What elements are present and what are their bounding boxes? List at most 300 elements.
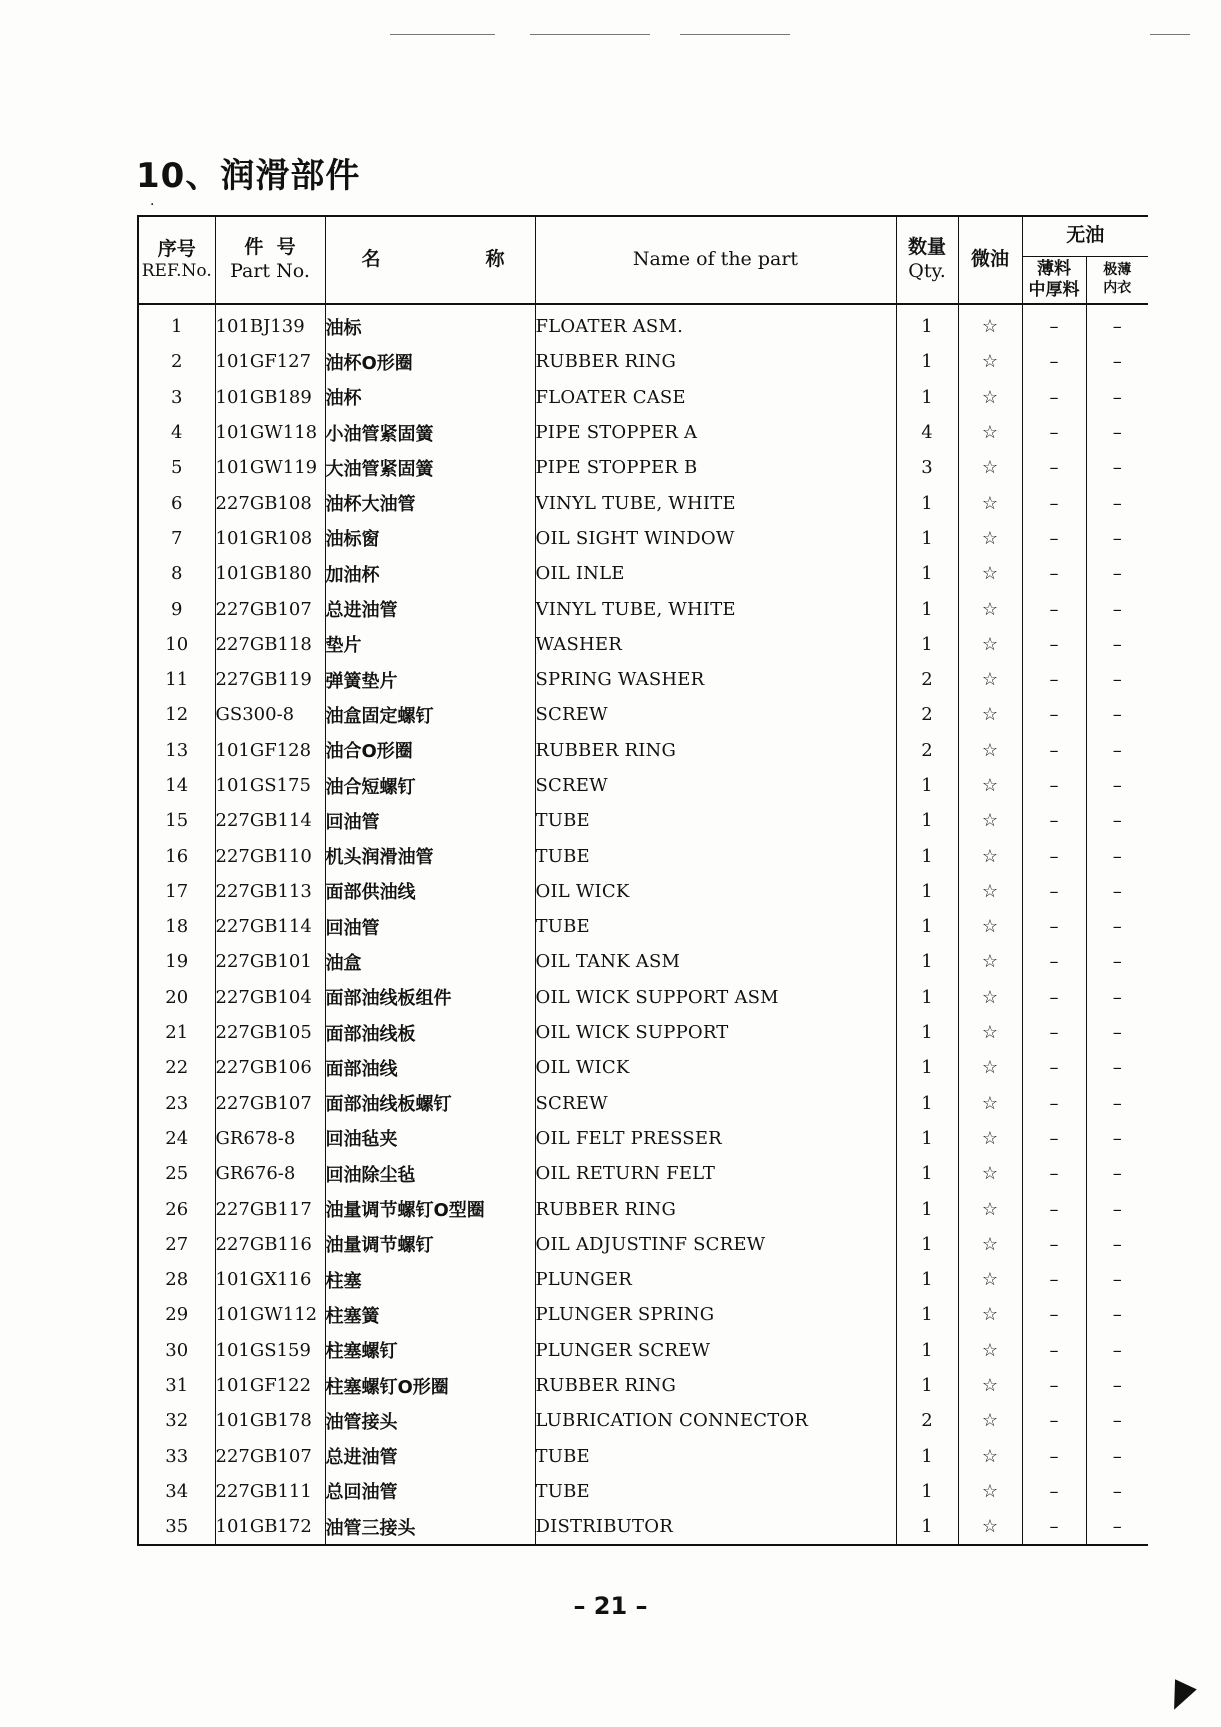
part-number-cell: 101GW112 xyxy=(215,1297,325,1332)
part-number-cell: 101GB189 xyxy=(215,380,325,415)
no-oil-extra-cell: – xyxy=(1112,880,1122,902)
no-oil-extra-cell: – xyxy=(1112,386,1122,408)
micro-oil-star: ☆ xyxy=(958,1050,1022,1085)
header-no-oil: 无油 xyxy=(1022,216,1148,256)
no-oil-thin-cell: – xyxy=(1022,1262,1086,1297)
name-cn-cell: 总进油管 xyxy=(325,591,535,626)
no-oil-extra-cell: – xyxy=(1112,739,1122,761)
qty-cell: 1 xyxy=(896,1050,958,1085)
micro-oil-star: ☆ xyxy=(958,1368,1022,1403)
no-oil-extra-cell: – xyxy=(1112,1057,1122,1079)
no-oil-extra-cell: – xyxy=(1112,916,1122,938)
micro-oil-star: ☆ xyxy=(958,1262,1022,1297)
no-oil-extra-cell: – xyxy=(1112,1339,1122,1361)
micro-oil-star: ☆ xyxy=(958,1403,1022,1438)
no-oil-extra-cell: – xyxy=(1112,1233,1122,1255)
no-oil-thin-cell: – xyxy=(1022,1333,1086,1368)
qty-cell: 1 xyxy=(896,838,958,873)
name-cn-cell: 油标窗 xyxy=(325,521,535,556)
micro-oil-star: ☆ xyxy=(958,838,1022,873)
name-en-cell: LUBRICATION CONNECTOR xyxy=(535,1403,896,1438)
no-oil-thin-cell: – xyxy=(1022,944,1086,979)
ref-cell: 29 xyxy=(138,1297,215,1332)
no-oil-extra-cell: – xyxy=(1112,492,1122,514)
part-number-cell: 101GS175 xyxy=(215,768,325,803)
no-oil-thin-cell: – xyxy=(1022,450,1086,485)
no-oil-extra-cell: – xyxy=(1112,1163,1122,1185)
table-row xyxy=(138,1121,1148,1156)
name-cn-cell: 油管三接头 xyxy=(325,1509,535,1545)
part-number-cell: 101GX116 xyxy=(215,1262,325,1297)
micro-oil-star: ☆ xyxy=(958,380,1022,415)
header-ref-cn: 序号 xyxy=(157,237,196,260)
part-number-cell: 227GB104 xyxy=(215,980,325,1015)
part-number-cell: 227GB106 xyxy=(215,1050,325,1085)
micro-oil-star: ☆ xyxy=(958,662,1022,697)
no-oil-extra-cell: – xyxy=(1112,1022,1122,1044)
no-oil-thin-cell: – xyxy=(1022,556,1086,591)
name-cn-cell: 垫片 xyxy=(325,627,535,662)
table-row xyxy=(138,733,1148,768)
ref-cell: 30 xyxy=(138,1333,215,1368)
part-number-cell: 227GB119 xyxy=(215,662,325,697)
no-oil-thin-cell: – xyxy=(1022,733,1086,768)
name-cn-cell: 回油管 xyxy=(325,909,535,944)
micro-oil-star: ☆ xyxy=(958,556,1022,591)
name-cn-cell: 油盒 xyxy=(325,944,535,979)
ref-cell: 24 xyxy=(138,1121,215,1156)
ref-cell: 15 xyxy=(138,803,215,838)
ref-cell: 34 xyxy=(138,1474,215,1509)
micro-oil-star: ☆ xyxy=(958,803,1022,838)
ref-cell: 31 xyxy=(138,1368,215,1403)
no-oil-extra-cell: – xyxy=(1112,457,1122,479)
qty-cell: 1 xyxy=(896,1439,958,1474)
header-ref-en: REF.No. xyxy=(141,261,212,282)
name-cn-cell: 柱塞簧 xyxy=(325,1297,535,1332)
header-name-cn xyxy=(325,216,535,304)
name-en-cell: OIL ADJUSTINF SCREW xyxy=(535,1227,896,1262)
name-en-cell: RUBBER RING xyxy=(535,344,896,379)
no-oil-thin-cell: – xyxy=(1022,521,1086,556)
parts-table xyxy=(137,215,1148,1546)
no-oil-extra-cell: – xyxy=(1112,810,1122,832)
ref-cell: 7 xyxy=(138,521,215,556)
name-cn-cell: 总回油管 xyxy=(325,1474,535,1509)
ref-cell: 2 xyxy=(138,344,215,379)
name-cn-cell: 回油管 xyxy=(325,803,535,838)
part-number-cell: 227GB105 xyxy=(215,1015,325,1050)
no-oil-extra-cell: – xyxy=(1112,316,1122,338)
table-row xyxy=(138,838,1148,873)
part-number-cell: 101BJ139 xyxy=(215,304,325,344)
ref-cell: 22 xyxy=(138,1050,215,1085)
name-en-cell: PLUNGER SCREW xyxy=(535,1333,896,1368)
table-row xyxy=(138,1227,1148,1262)
no-oil-thin-cell: – xyxy=(1022,1509,1086,1545)
no-oil-thin-cell: – xyxy=(1022,1050,1086,1085)
qty-cell: 1 xyxy=(896,1297,958,1332)
name-en-cell: RUBBER RING xyxy=(535,1368,896,1403)
table-row xyxy=(138,980,1148,1015)
table-row xyxy=(138,1439,1148,1474)
micro-oil-star: ☆ xyxy=(958,415,1022,450)
part-number-cell: 101GR108 xyxy=(215,521,325,556)
no-oil-thin-cell: – xyxy=(1022,697,1086,732)
qty-cell: 2 xyxy=(896,1403,958,1438)
no-oil-thin-cell: – xyxy=(1022,1015,1086,1050)
name-cn-cell: 面部油线板组件 xyxy=(325,980,535,1015)
header-part-cn: 件 号 xyxy=(244,236,296,259)
table-row xyxy=(138,1015,1148,1050)
ref-cell: 19 xyxy=(138,944,215,979)
qty-cell: 1 xyxy=(896,521,958,556)
table-row xyxy=(138,1368,1148,1403)
qty-cell: 1 xyxy=(896,1227,958,1262)
table-row xyxy=(138,627,1148,662)
name-cn-cell: 油合O形圈 xyxy=(325,733,535,768)
qty-cell: 2 xyxy=(896,733,958,768)
part-number-cell: 227GB114 xyxy=(215,803,325,838)
no-oil-extra-cell: – xyxy=(1112,1269,1122,1291)
qty-cell: 1 xyxy=(896,1156,958,1191)
micro-oil-star: ☆ xyxy=(958,1474,1022,1509)
ref-cell: 23 xyxy=(138,1086,215,1121)
name-cn-cell: 弹簧垫片 xyxy=(325,662,535,697)
name-en-cell: TUBE xyxy=(535,803,896,838)
name-en-cell: PLUNGER SPRING xyxy=(535,1297,896,1332)
no-oil-thin-cell: – xyxy=(1022,591,1086,626)
micro-oil-star: ☆ xyxy=(958,1191,1022,1226)
qty-cell: 1 xyxy=(896,591,958,626)
no-oil-extra-cell: – xyxy=(1112,1092,1122,1114)
ref-cell: 32 xyxy=(138,1403,215,1438)
part-number-cell: 227GB101 xyxy=(215,944,325,979)
part-number-cell: 101GB180 xyxy=(215,556,325,591)
header-underwear: 内衣 xyxy=(1103,279,1132,296)
header-qty-en: Qty. xyxy=(908,260,946,282)
name-cn-cell: 油杯 xyxy=(325,380,535,415)
part-number-cell: 227GB113 xyxy=(215,874,325,909)
header-name-en: Name of the part xyxy=(535,216,896,304)
no-oil-extra-cell: – xyxy=(1112,986,1122,1008)
micro-oil-star: ☆ xyxy=(958,1439,1022,1474)
name-cn-cell: 加油杯 xyxy=(325,556,535,591)
name-en-cell: TUBE xyxy=(535,1474,896,1509)
no-oil-extra-cell: – xyxy=(1112,1375,1122,1397)
no-oil-thin-cell: – xyxy=(1022,1297,1086,1332)
part-number-cell: GS300-8 xyxy=(215,697,325,732)
table-row xyxy=(138,662,1148,697)
name-en-cell: VINYL TUBE, WHITE xyxy=(535,591,896,626)
name-en-cell: VINYL TUBE, WHITE xyxy=(535,485,896,520)
qty-cell: 1 xyxy=(896,1509,958,1545)
no-oil-extra-cell: – xyxy=(1112,633,1122,655)
table-row xyxy=(138,1191,1148,1226)
table-row xyxy=(138,1333,1148,1368)
section-title: 10、润滑部件 xyxy=(136,156,361,196)
name-cn-cell: 小油管紧固簧 xyxy=(325,415,535,450)
no-oil-thin-cell: – xyxy=(1022,662,1086,697)
table-row xyxy=(138,874,1148,909)
name-cn-cell: 油盒固定螺钉 xyxy=(325,697,535,732)
part-number-cell: 227GB111 xyxy=(215,1474,325,1509)
no-oil-extra-cell: – xyxy=(1112,598,1122,620)
name-cn-cell: 柱塞螺钉O形圈 xyxy=(325,1368,535,1403)
micro-oil-star: ☆ xyxy=(958,697,1022,732)
name-cn-cell: 柱塞螺钉 xyxy=(325,1333,535,1368)
no-oil-thin-cell: – xyxy=(1022,415,1086,450)
micro-oil-star: ☆ xyxy=(958,980,1022,1015)
no-oil-extra-cell: – xyxy=(1112,1127,1122,1149)
name-en-cell: FLOATER CASE xyxy=(535,380,896,415)
no-oil-thin-cell: – xyxy=(1022,1439,1086,1474)
micro-oil-star: ☆ xyxy=(958,485,1022,520)
micro-oil-star: ☆ xyxy=(958,1015,1022,1050)
name-cn-cell: 油杯O形圈 xyxy=(325,344,535,379)
header-part-en: Part No. xyxy=(230,260,310,282)
no-oil-extra-cell: – xyxy=(1112,775,1122,796)
header-part xyxy=(215,216,325,304)
table-row xyxy=(138,697,1148,732)
table-row xyxy=(138,380,1148,415)
no-oil-thin-cell: – xyxy=(1022,874,1086,909)
qty-cell: 1 xyxy=(896,485,958,520)
table-row xyxy=(138,1403,1148,1438)
no-oil-thin-cell: – xyxy=(1022,1156,1086,1191)
qty-cell: 1 xyxy=(896,1333,958,1368)
no-oil-thin-cell: – xyxy=(1022,1227,1086,1262)
qty-cell: 1 xyxy=(896,1015,958,1050)
part-number-cell: 101GW119 xyxy=(215,450,325,485)
qty-cell: 1 xyxy=(896,1474,958,1509)
name-en-cell: OIL SIGHT WINDOW xyxy=(535,521,896,556)
part-number-cell: 101GW118 xyxy=(215,415,325,450)
micro-oil-star: ☆ xyxy=(958,1509,1022,1545)
name-en-cell: TUBE xyxy=(535,838,896,873)
ref-cell: 20 xyxy=(138,980,215,1015)
name-cn-cell: 大油管紧固簧 xyxy=(325,450,535,485)
micro-oil-star: ☆ xyxy=(958,944,1022,979)
qty-cell: 1 xyxy=(896,1368,958,1403)
no-oil-thin-cell: – xyxy=(1022,1086,1086,1121)
ref-cell: 25 xyxy=(138,1156,215,1191)
micro-oil-star: ☆ xyxy=(958,1086,1022,1121)
name-en-cell: WASHER xyxy=(535,627,896,662)
table-row xyxy=(138,944,1148,979)
header-name-cn-1: 名 xyxy=(361,248,381,271)
name-cn-cell: 面部油线 xyxy=(325,1050,535,1085)
name-en-cell: OIL FELT PRESSER xyxy=(535,1121,896,1156)
no-oil-extra-cell: – xyxy=(1112,1516,1122,1538)
part-number-cell: 101GB172 xyxy=(215,1509,325,1545)
scan-mark: · xyxy=(150,197,155,213)
micro-oil-star: ☆ xyxy=(958,1297,1022,1332)
part-number-cell: 227GB107 xyxy=(215,1439,325,1474)
name-en-cell: OIL WICK xyxy=(535,1050,896,1085)
name-en-cell: OIL WICK SUPPORT xyxy=(535,1015,896,1050)
name-cn-cell: 机头润滑油管 xyxy=(325,838,535,873)
header-thin-medium xyxy=(1022,256,1086,304)
name-en-cell: SCREW xyxy=(535,697,896,732)
no-oil-thin-cell: – xyxy=(1022,909,1086,944)
table-row xyxy=(138,591,1148,626)
name-en-cell: DISTRIBUTOR xyxy=(535,1509,896,1545)
qty-cell: 1 xyxy=(896,1086,958,1121)
qty-cell: 3 xyxy=(896,450,958,485)
table-row xyxy=(138,1050,1148,1085)
name-en-cell: PIPE STOPPER A xyxy=(535,415,896,450)
no-oil-extra-cell: – xyxy=(1112,422,1122,444)
name-cn-cell: 回油毡夹 xyxy=(325,1121,535,1156)
header-extra xyxy=(1086,256,1148,304)
micro-oil-star: ☆ xyxy=(958,1156,1022,1191)
table-row xyxy=(138,556,1148,591)
name-en-cell: RUBBER RING xyxy=(535,733,896,768)
name-cn-cell: 油标 xyxy=(325,304,535,344)
name-cn-cell: 油量调节螺钉 xyxy=(325,1227,535,1262)
ref-cell: 9 xyxy=(138,591,215,626)
part-number-cell: GR678-8 xyxy=(215,1121,325,1156)
name-cn-cell: 回油除尘毡 xyxy=(325,1156,535,1191)
ref-cell: 16 xyxy=(138,838,215,873)
ref-cell: 35 xyxy=(138,1509,215,1545)
qty-cell: 1 xyxy=(896,1121,958,1156)
ref-cell: 12 xyxy=(138,697,215,732)
name-en-cell: OIL INLE xyxy=(535,556,896,591)
table-row xyxy=(138,1262,1148,1297)
name-cn-cell: 油量调节螺钉O型圈 xyxy=(325,1191,535,1226)
no-oil-extra-cell: – xyxy=(1112,563,1122,585)
micro-oil-star: ☆ xyxy=(958,1227,1022,1262)
no-oil-thin-cell: – xyxy=(1022,1368,1086,1403)
micro-oil-star: ☆ xyxy=(958,733,1022,768)
no-oil-thin-cell: – xyxy=(1022,627,1086,662)
no-oil-extra-cell: – xyxy=(1112,669,1122,691)
table-row xyxy=(138,909,1148,944)
no-oil-thin-cell: – xyxy=(1022,485,1086,520)
ref-cell: 18 xyxy=(138,909,215,944)
ref-cell: 1 xyxy=(138,304,215,344)
table-row xyxy=(138,485,1148,520)
qty-cell: 2 xyxy=(896,697,958,732)
ref-cell: 11 xyxy=(138,662,215,697)
ref-cell: 28 xyxy=(138,1262,215,1297)
ref-cell: 13 xyxy=(138,733,215,768)
name-cn-cell: 油合短螺钉 xyxy=(325,768,535,803)
part-number-cell: 227GB117 xyxy=(215,1191,325,1226)
name-en-cell: TUBE xyxy=(535,1439,896,1474)
name-en-cell: SCREW xyxy=(535,768,896,803)
name-en-cell: TUBE xyxy=(535,909,896,944)
no-oil-thin-cell: – xyxy=(1022,1191,1086,1226)
no-oil-extra-cell: – xyxy=(1112,1304,1122,1326)
table-row xyxy=(138,344,1148,379)
table-row xyxy=(138,1509,1148,1545)
name-cn-cell: 油管接头 xyxy=(325,1403,535,1438)
micro-oil-star: ☆ xyxy=(958,521,1022,556)
ref-cell: 17 xyxy=(138,874,215,909)
table-row xyxy=(138,450,1148,485)
no-oil-extra-cell: – xyxy=(1112,1480,1122,1502)
no-oil-extra-cell: – xyxy=(1112,527,1122,549)
part-number-cell: 101GF128 xyxy=(215,733,325,768)
no-oil-extra-cell: – xyxy=(1112,1410,1122,1432)
name-en-cell: OIL WICK xyxy=(535,874,896,909)
ref-cell: 14 xyxy=(138,768,215,803)
page-number: – 21 – xyxy=(573,1592,648,1620)
part-number-cell: 227GB114 xyxy=(215,909,325,944)
corner-mark xyxy=(1163,1679,1197,1715)
table-row xyxy=(138,768,1148,803)
qty-cell: 1 xyxy=(896,304,958,344)
ref-cell: 3 xyxy=(138,380,215,415)
qty-cell: 1 xyxy=(896,1191,958,1226)
qty-cell: 1 xyxy=(896,768,958,803)
table-row xyxy=(138,304,1148,344)
ref-cell: 21 xyxy=(138,1015,215,1050)
no-oil-thin-cell: – xyxy=(1022,304,1086,344)
table-row xyxy=(138,1297,1148,1332)
table-row xyxy=(138,803,1148,838)
table-header xyxy=(138,216,1148,304)
micro-oil-star: ☆ xyxy=(958,909,1022,944)
table-body xyxy=(138,304,1148,1545)
qty-cell: 1 xyxy=(896,944,958,979)
table-row xyxy=(138,1474,1148,1509)
no-oil-thin-cell: – xyxy=(1022,980,1086,1015)
table-row xyxy=(138,1086,1148,1121)
ref-cell: 10 xyxy=(138,627,215,662)
no-oil-extra-cell: – xyxy=(1112,1198,1122,1220)
name-en-cell: SCREW xyxy=(535,1086,896,1121)
qty-cell: 1 xyxy=(896,874,958,909)
micro-oil-star: ☆ xyxy=(958,627,1022,662)
header-extra-thin: 极薄 xyxy=(1103,262,1132,279)
part-number-cell: 227GB118 xyxy=(215,627,325,662)
part-number-cell: 227GB116 xyxy=(215,1227,325,1262)
micro-oil-star: ☆ xyxy=(958,304,1022,344)
no-oil-extra-cell: – xyxy=(1112,845,1122,867)
qty-cell: 1 xyxy=(896,627,958,662)
name-en-cell: FLOATER ASM. xyxy=(535,304,896,344)
part-number-cell: 227GB107 xyxy=(215,591,325,626)
qty-cell: 1 xyxy=(896,1262,958,1297)
name-cn-cell: 面部供油线 xyxy=(325,874,535,909)
header-qty-cn: 数量 xyxy=(907,236,946,259)
no-oil-thin-cell: – xyxy=(1022,380,1086,415)
name-en-cell: OIL WICK SUPPORT ASM xyxy=(535,980,896,1015)
name-en-cell: OIL TANK ASM xyxy=(535,944,896,979)
part-number-cell: 101GS159 xyxy=(215,1333,325,1368)
qty-cell: 1 xyxy=(896,556,958,591)
header-ref xyxy=(138,216,215,304)
name-cn-cell: 面部油线板螺钉 xyxy=(325,1086,535,1121)
name-en-cell: RUBBER RING xyxy=(535,1191,896,1226)
ref-cell: 6 xyxy=(138,485,215,520)
part-number-cell: 101GB178 xyxy=(215,1403,325,1438)
name-cn-cell: 总进油管 xyxy=(325,1439,535,1474)
no-oil-extra-cell: – xyxy=(1112,704,1122,726)
qty-cell: 1 xyxy=(896,380,958,415)
name-cn-cell: 油杯大油管 xyxy=(325,485,535,520)
no-oil-thin-cell: – xyxy=(1022,344,1086,379)
no-oil-extra-cell: – xyxy=(1112,351,1122,373)
no-oil-thin-cell: – xyxy=(1022,1474,1086,1509)
ref-cell: 8 xyxy=(138,556,215,591)
name-en-cell: OIL RETURN FELT xyxy=(535,1156,896,1191)
ref-cell: 5 xyxy=(138,450,215,485)
